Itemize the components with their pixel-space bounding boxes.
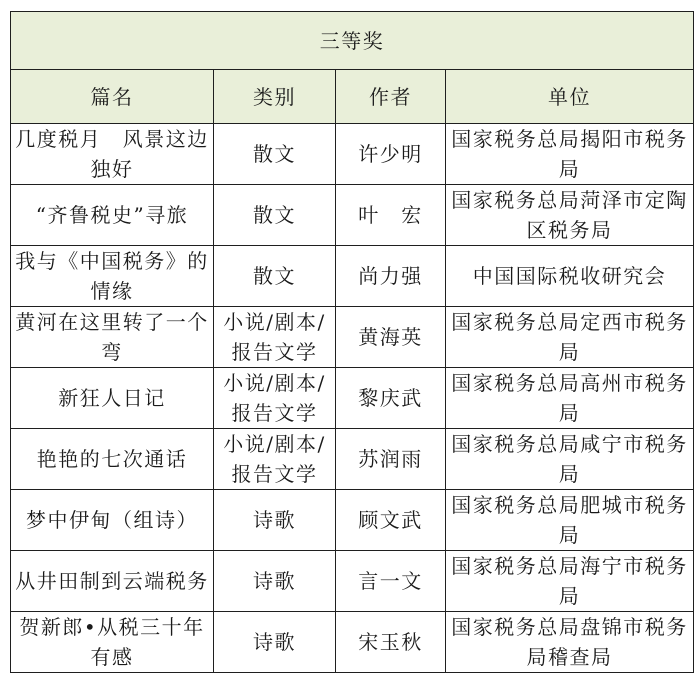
cell-unit: 中国国际税收研究会 [446,246,694,307]
table-row [11,429,694,490]
table-header-row [11,70,694,124]
cell-title: 黄河在这里转了一个弯 [11,307,214,368]
header-title: 篇名 [11,70,214,124]
table-title-row [11,12,694,70]
award-table [10,11,694,673]
table-title: 三等奖 [11,12,694,70]
table-row [11,307,694,368]
cell-unit: 国家税务总局菏泽市定陶区税务局 [446,185,694,246]
cell-author: 苏润雨 [336,429,446,490]
cell-category: 小说/剧本/报告文学 [214,429,336,490]
table-row [11,490,694,551]
cell-author: 顾文武 [336,490,446,551]
cell-author: 叶 宏 [336,185,446,246]
table-row [11,368,694,429]
cell-title: 从井田制到云端税务 [11,551,214,612]
cell-category: 散文 [214,124,336,185]
cell-author: 黄海英 [336,307,446,368]
award-sheet [10,11,693,673]
cell-unit: 国家税务总局咸宁市税务局 [446,429,694,490]
table-row [11,612,694,673]
cell-category: 散文 [214,246,336,307]
cell-unit: 国家税务总局肥城市税务局 [446,490,694,551]
cell-category: 诗歌 [214,490,336,551]
cell-category: 散文 [214,185,336,246]
cell-unit: 国家税务总局揭阳市税务局 [446,124,694,185]
cell-author: 宋玉秋 [336,612,446,673]
cell-category: 小说/剧本/报告文学 [214,368,336,429]
table-row [11,185,694,246]
cell-title: 我与《中国税务》的情缘 [11,246,214,307]
cell-title: “齐鲁税史”寻旅 [11,185,214,246]
cell-title: 贺新郎•从税三十年有感 [11,612,214,673]
cell-author: 尚力强 [336,246,446,307]
table-row [11,551,694,612]
header-unit: 单位 [446,70,694,124]
cell-category: 小说/剧本/报告文学 [214,307,336,368]
table-row [11,246,694,307]
cell-unit: 国家税务总局盘锦市税务局稽查局 [446,612,694,673]
cell-title: 几度税月 风景这边独好 [11,124,214,185]
cell-author: 黎庆武 [336,368,446,429]
cell-unit: 国家税务总局高州市税务局 [446,368,694,429]
cell-title: 梦中伊甸（组诗） [11,490,214,551]
table-row [11,124,694,185]
header-category: 类别 [214,70,336,124]
header-author: 作者 [336,70,446,124]
cell-author: 言一文 [336,551,446,612]
cell-unit: 国家税务总局海宁市税务局 [446,551,694,612]
cell-title: 新狂人日记 [11,368,214,429]
cell-title: 艳艳的七次通话 [11,429,214,490]
cell-category: 诗歌 [214,612,336,673]
cell-author: 许少明 [336,124,446,185]
cell-category: 诗歌 [214,551,336,612]
cell-unit: 国家税务总局定西市税务局 [446,307,694,368]
